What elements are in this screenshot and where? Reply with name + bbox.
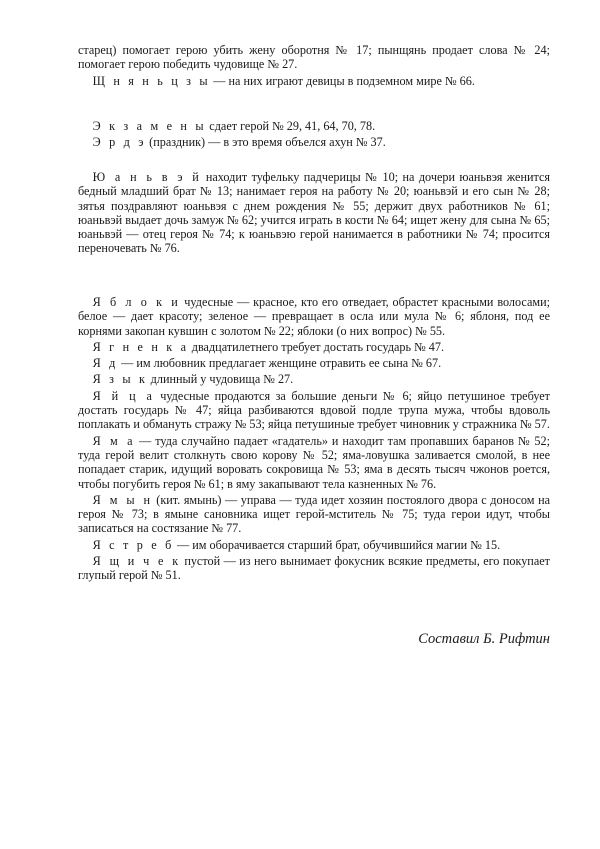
entry-headword: Я д bbox=[92, 356, 119, 371]
entry-headword: Э к з а м е н ы bbox=[92, 119, 207, 133]
entry-text: чудесные продаются за большие деньги № 6; яйцо петушиное требует достать государь № 47; яйца разбиваются вдовой подле трупа мужа, чтобы вдоволь поплакать и обмануть стражу № 53; яйца петушиные требует чиновник у стражника № 57. bbox=[78, 388, 550, 432]
index-entry bbox=[78, 493, 550, 536]
entry-headword: Я з ы к bbox=[92, 372, 148, 387]
entry-headword: Я щ и ч е к bbox=[92, 554, 181, 569]
entry-text: пустой — из него вынимает фокусник всякие предметы, его покупает глупый герой № 51. bbox=[78, 554, 550, 583]
entry-headword: Я м ы н bbox=[92, 492, 153, 507]
entry-text: старец) помогает герою убить жену оборотня № 17; пынщянь продает слова № 24; помогает герою победить чудовище № 27. bbox=[78, 43, 550, 72]
entry-text: — туда случайно падает «гадатель» и находит там пропавших баранов № 52; туда герой велит столкнуть свою корову № 52; яма-ловушка заливается смолой, в нее попадает старик, идущий воровать сокровища № 53; яма в десять тысяч чжонов роется, чтобы погубить героя № 61; в яму закапывают тела казненных № 76. bbox=[78, 433, 551, 491]
index-entry bbox=[78, 340, 550, 354]
entry-headword: Я й ц а bbox=[92, 388, 155, 403]
section-shch bbox=[78, 43, 550, 88]
entry-text: двадцатилетнего требует достать государь № 47. bbox=[188, 339, 445, 354]
index-entry bbox=[78, 356, 550, 370]
index-entry bbox=[78, 538, 550, 552]
entry-headword: Я г н е н к а bbox=[92, 339, 189, 354]
entry-headword: Э р д э bbox=[92, 135, 147, 150]
entry-headword: Я с т р е б bbox=[92, 537, 174, 552]
index-entry bbox=[78, 554, 550, 583]
entry-text: находит туфельку падчерицы № 10; на дочери юаньвэя женится бедный младший брат № 13; нанимает героя на работу № 20; юаньвэй и его сын № 28; зятья поздравляют юаньвэя с днем рождения № 55; держит двух работников № 61; юаньвэй выдает дочь замуж № 62; учится играть в кости № 64; ищет жену для сына № 65; юаньвэй — отец героя № 74; к юаньвэю герой нанимается в работники № 74; просится переночевать № 76. bbox=[78, 170, 550, 256]
entry-text: — им оборачивается старший брат, обучившийся магии № 15. bbox=[173, 537, 501, 552]
section-ya bbox=[78, 295, 550, 583]
index-entry bbox=[78, 295, 550, 338]
entry-text: (кит. ямынь) — управа — туда идет хозяин постоялого двора с доносом на героя № 73; в ямыне сановника ищет герой-мститель № 75; туда герои идут, чтобы записаться на состязание № 77. bbox=[78, 492, 550, 536]
index-entry bbox=[78, 119, 550, 133]
entry-text: (праздник) — в это время объелся ахун № 37. bbox=[146, 135, 386, 150]
entry-headword: Щ н я н ь ц з ы bbox=[92, 73, 211, 88]
index-entry bbox=[78, 135, 550, 149]
entry-text: сдает герой № 29, 41, 64, 70, 78. bbox=[206, 119, 376, 133]
index-entry bbox=[78, 372, 550, 386]
entry-text: чудесные — красное, кто его отведает, обрастет красными волосами; белое — дает красоту; зеленое — превращает в осла или мула № 6; яблоня, под ее корнями закопан кувшин с золотом № 22; яблоки (о них вопрос) № 55. bbox=[78, 295, 550, 338]
entry-headword: Я м а bbox=[92, 433, 136, 448]
index-entry bbox=[78, 74, 550, 88]
index-entry bbox=[78, 389, 550, 432]
section-e bbox=[78, 119, 550, 150]
index-entry bbox=[78, 43, 550, 72]
index-entry bbox=[78, 170, 550, 256]
index-entry bbox=[78, 434, 550, 491]
entry-headword: Я б л о к и bbox=[92, 295, 181, 309]
entry-text: — на них играют девицы в подземном мире № 66. bbox=[210, 73, 475, 88]
entry-text: — им любовник предлагает женщине отравить ее сына № 67. bbox=[118, 356, 442, 371]
entry-text: длинный у чудовища № 27. bbox=[147, 372, 294, 387]
entry-headword: Ю а н ь в э й bbox=[92, 170, 202, 184]
section-yu bbox=[78, 170, 550, 256]
compiler-signature: Составил Б. Рифтин bbox=[418, 631, 550, 647]
